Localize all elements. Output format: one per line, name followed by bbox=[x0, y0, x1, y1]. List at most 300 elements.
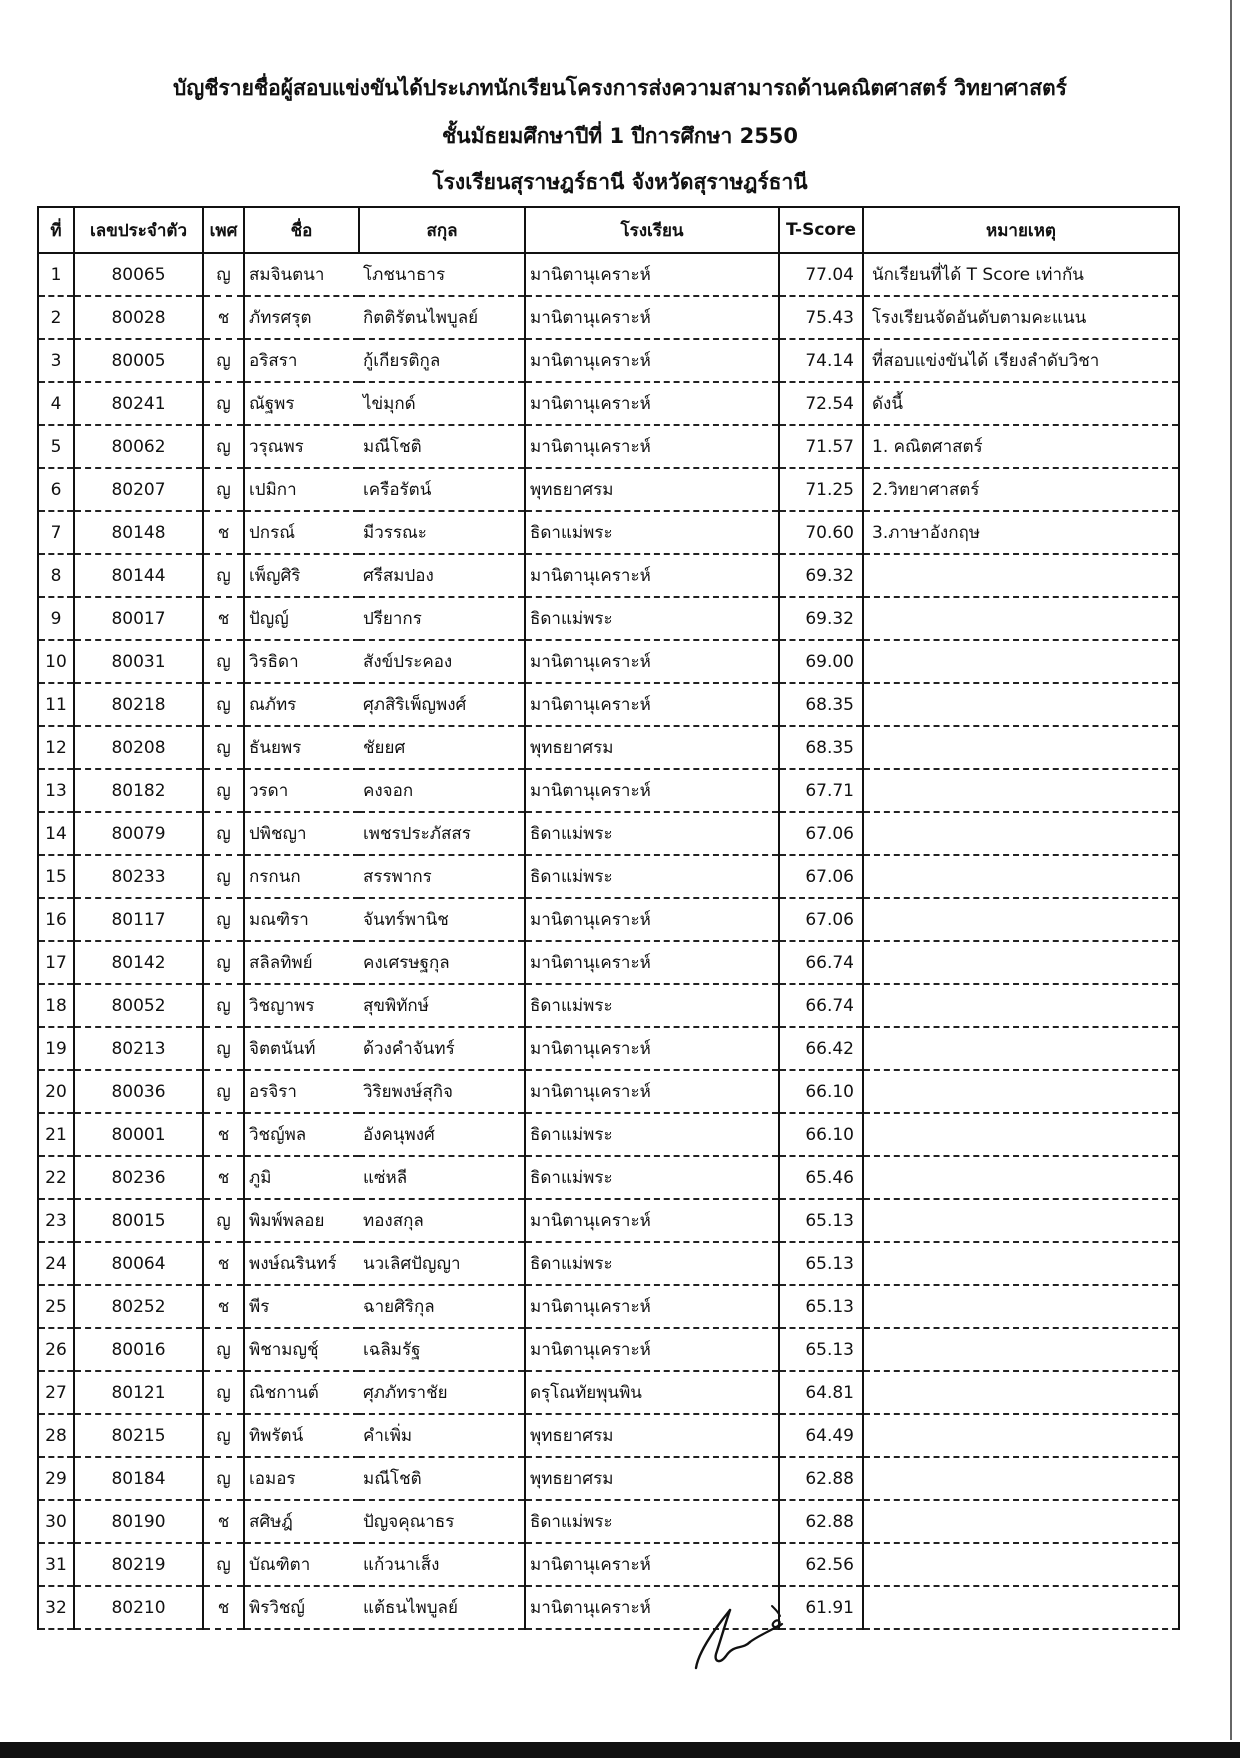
cell-sex: ญ bbox=[203, 640, 244, 683]
cell-first-name: มณฑิรา bbox=[244, 898, 359, 941]
cell-no: 31 bbox=[38, 1543, 74, 1586]
cell-student-id: 80190 bbox=[74, 1500, 203, 1543]
cell-remark bbox=[863, 1156, 1179, 1199]
cell-student-id: 80218 bbox=[74, 683, 203, 726]
cell-no: 30 bbox=[38, 1500, 74, 1543]
cell-t-score: 67.06 bbox=[779, 855, 863, 898]
cell-school: มานิตานุเคราะห์ bbox=[525, 1543, 779, 1586]
cell-school: มานิตานุเคราะห์ bbox=[525, 1285, 779, 1328]
cell-last-name: มณีโชติ bbox=[359, 1457, 525, 1500]
cell-school: ธิดาแม่พระ bbox=[525, 812, 779, 855]
cell-school: พุทธยาศรม bbox=[525, 1457, 779, 1500]
cell-sex: ญ bbox=[203, 382, 244, 425]
cell-remark bbox=[863, 726, 1179, 769]
cell-no: 19 bbox=[38, 1027, 74, 1070]
cell-t-score: 66.10 bbox=[779, 1113, 863, 1156]
col-header-no: ที่ bbox=[38, 207, 74, 253]
cell-t-score: 71.57 bbox=[779, 425, 863, 468]
cell-no: 13 bbox=[38, 769, 74, 812]
cell-sex: ช bbox=[203, 1500, 244, 1543]
cell-no: 2 bbox=[38, 296, 74, 339]
cell-sex: ญ bbox=[203, 726, 244, 769]
cell-remark bbox=[863, 1242, 1179, 1285]
cell-remark: โรงเรียนจัดอันดับตามคะแนน bbox=[863, 296, 1179, 339]
cell-sex: ช bbox=[203, 1156, 244, 1199]
cell-school: พุทธยาศรม bbox=[525, 726, 779, 769]
cell-remark bbox=[863, 683, 1179, 726]
cell-sex: ญ bbox=[203, 898, 244, 941]
table-row bbox=[38, 425, 1179, 468]
cell-school: มานิตานุเคราะห์ bbox=[525, 683, 779, 726]
cell-first-name: วรดา bbox=[244, 769, 359, 812]
cell-no: 12 bbox=[38, 726, 74, 769]
cell-last-name: ฉายศิริกุล bbox=[359, 1285, 525, 1328]
cell-sex: ช bbox=[203, 1113, 244, 1156]
cell-first-name: สศิษฎ์ bbox=[244, 1500, 359, 1543]
cell-last-name: เฉลิมรัฐ bbox=[359, 1328, 525, 1371]
cell-school: มานิตานุเคราะห์ bbox=[525, 382, 779, 425]
cell-no: 9 bbox=[38, 597, 74, 640]
cell-school: มานิตานุเคราะห์ bbox=[525, 554, 779, 597]
cell-last-name: สุขพิทักษ์ bbox=[359, 984, 525, 1027]
table-row bbox=[38, 1371, 1179, 1414]
cell-school: มานิตานุเคราะห์ bbox=[525, 253, 779, 296]
table-row bbox=[38, 1500, 1179, 1543]
cell-first-name: ณัฐพร bbox=[244, 382, 359, 425]
cell-no: 14 bbox=[38, 812, 74, 855]
table-row bbox=[38, 769, 1179, 812]
cell-first-name: พงษ์ณรินทร์ bbox=[244, 1242, 359, 1285]
cell-remark bbox=[863, 1414, 1179, 1457]
cell-student-id: 80184 bbox=[74, 1457, 203, 1500]
cell-last-name: คงเศรษฐกุล bbox=[359, 941, 525, 984]
cell-t-score: 72.54 bbox=[779, 382, 863, 425]
cell-student-id: 80210 bbox=[74, 1586, 203, 1629]
cell-school: มานิตานุเคราะห์ bbox=[525, 339, 779, 382]
cell-remark bbox=[863, 1113, 1179, 1156]
cell-last-name: มณีโชติ bbox=[359, 425, 525, 468]
cell-student-id: 80052 bbox=[74, 984, 203, 1027]
cell-no: 11 bbox=[38, 683, 74, 726]
cell-first-name: อริสรา bbox=[244, 339, 359, 382]
cell-last-name: จันทร์พานิช bbox=[359, 898, 525, 941]
cell-sex: ญ bbox=[203, 1414, 244, 1457]
cell-remark: ดังนี้ bbox=[863, 382, 1179, 425]
table-row bbox=[38, 1199, 1179, 1242]
cell-last-name: คำเพิ่ม bbox=[359, 1414, 525, 1457]
cell-sex: ญ bbox=[203, 253, 244, 296]
cell-last-name: ชัยยศ bbox=[359, 726, 525, 769]
cell-last-name: แต้ธนไพบูลย์ bbox=[359, 1586, 525, 1629]
cell-remark bbox=[863, 1457, 1179, 1500]
cell-last-name: กู้เกียรติกูล bbox=[359, 339, 525, 382]
cell-last-name: แซ่หลี bbox=[359, 1156, 525, 1199]
cell-student-id: 80233 bbox=[74, 855, 203, 898]
cell-school: มานิตานุเคราะห์ bbox=[525, 640, 779, 683]
cell-no: 29 bbox=[38, 1457, 74, 1500]
cell-t-score: 62.88 bbox=[779, 1500, 863, 1543]
cell-sex: ญ bbox=[203, 425, 244, 468]
cell-first-name: ภัทรศรุต bbox=[244, 296, 359, 339]
cell-sex: ช bbox=[203, 1285, 244, 1328]
cell-school: ธิดาแม่พระ bbox=[525, 855, 779, 898]
cell-t-score: 64.81 bbox=[779, 1371, 863, 1414]
cell-student-id: 80028 bbox=[74, 296, 203, 339]
cell-sex: ญ bbox=[203, 941, 244, 984]
cell-t-score: 65.13 bbox=[779, 1285, 863, 1328]
table-row bbox=[38, 1113, 1179, 1156]
cell-first-name: กรกนก bbox=[244, 855, 359, 898]
cell-student-id: 80062 bbox=[74, 425, 203, 468]
cell-school: มานิตานุเคราะห์ bbox=[525, 425, 779, 468]
cell-sex: ญ bbox=[203, 1543, 244, 1586]
cell-t-score: 62.56 bbox=[779, 1543, 863, 1586]
cell-sex: ช bbox=[203, 1242, 244, 1285]
cell-sex: ญ bbox=[203, 554, 244, 597]
cell-last-name: นวเลิศปัญญา bbox=[359, 1242, 525, 1285]
cell-no: 27 bbox=[38, 1371, 74, 1414]
cell-student-id: 80036 bbox=[74, 1070, 203, 1113]
cell-sex: ช bbox=[203, 511, 244, 554]
document-subtitle: ชั้นมัธยมศึกษาปีที่ 1 ปีการศึกษา 2550 bbox=[441, 124, 799, 148]
cell-no: 24 bbox=[38, 1242, 74, 1285]
table-row bbox=[38, 339, 1179, 382]
cell-first-name: ภูมิ bbox=[244, 1156, 359, 1199]
cell-t-score: 62.88 bbox=[779, 1457, 863, 1500]
cell-first-name: เอมอร bbox=[244, 1457, 359, 1500]
table-row bbox=[38, 1285, 1179, 1328]
cell-school: ธิดาแม่พระ bbox=[525, 1113, 779, 1156]
table-row bbox=[38, 1414, 1179, 1457]
table-row bbox=[38, 1328, 1179, 1371]
cell-t-score: 69.32 bbox=[779, 597, 863, 640]
table-row bbox=[38, 468, 1179, 511]
col-header-school: โรงเรียน bbox=[525, 207, 779, 253]
cell-t-score: 64.49 bbox=[779, 1414, 863, 1457]
table-row bbox=[38, 984, 1179, 1027]
cell-last-name: เพชรประภัสสร bbox=[359, 812, 525, 855]
cell-t-score: 69.00 bbox=[779, 640, 863, 683]
table-row bbox=[38, 726, 1179, 769]
cell-student-id: 80065 bbox=[74, 253, 203, 296]
cell-school: ธิดาแม่พระ bbox=[525, 597, 779, 640]
cell-student-id: 80016 bbox=[74, 1328, 203, 1371]
cell-remark: 2.วิทยาศาสตร์ bbox=[863, 468, 1179, 511]
cell-last-name: ด้วงคำจันทร์ bbox=[359, 1027, 525, 1070]
cell-t-score: 68.35 bbox=[779, 726, 863, 769]
cell-school: มานิตานุเคราะห์ bbox=[525, 769, 779, 812]
cell-remark bbox=[863, 1285, 1179, 1328]
cell-no: 3 bbox=[38, 339, 74, 382]
col-header-last-name: สกุล bbox=[359, 207, 525, 253]
cell-remark bbox=[863, 1199, 1179, 1242]
cell-student-id: 80005 bbox=[74, 339, 203, 382]
cell-school: ธิดาแม่พระ bbox=[525, 1242, 779, 1285]
table-header-row bbox=[38, 207, 1179, 253]
cell-remark bbox=[863, 769, 1179, 812]
cell-student-id: 80001 bbox=[74, 1113, 203, 1156]
cell-no: 7 bbox=[38, 511, 74, 554]
cell-sex: ช bbox=[203, 296, 244, 339]
document-title: บัญชีรายชื่อผู้สอบแข่งขันได้ประเภทนักเรียนโครงการส่งความสามารถด้านคณิตศาสตร์ วิทยาศาสตร์ bbox=[173, 76, 1067, 100]
cell-student-id: 80208 bbox=[74, 726, 203, 769]
cell-school: มานิตานุเคราะห์ bbox=[525, 1070, 779, 1113]
cell-remark bbox=[863, 984, 1179, 1027]
table-row bbox=[38, 812, 1179, 855]
cell-school: มานิตานุเคราะห์ bbox=[525, 1027, 779, 1070]
cell-no: 20 bbox=[38, 1070, 74, 1113]
cell-school: มานิตานุเคราะห์ bbox=[525, 898, 779, 941]
cell-no: 8 bbox=[38, 554, 74, 597]
cell-school: ธิดาแม่พระ bbox=[525, 984, 779, 1027]
table-row bbox=[38, 855, 1179, 898]
table-row bbox=[38, 1242, 1179, 1285]
cell-t-score: 65.13 bbox=[779, 1328, 863, 1371]
cell-remark bbox=[863, 554, 1179, 597]
cell-t-score: 67.71 bbox=[779, 769, 863, 812]
cell-no: 22 bbox=[38, 1156, 74, 1199]
school-line: โรงเรียนสุราษฎร์ธานี จังหวัดสุราษฎร์ธานี bbox=[432, 170, 808, 194]
cell-sex: ญ bbox=[203, 1371, 244, 1414]
cell-t-score: 66.74 bbox=[779, 984, 863, 1027]
cell-sex: ญ bbox=[203, 1328, 244, 1371]
cell-t-score: 65.13 bbox=[779, 1199, 863, 1242]
table-row bbox=[38, 1070, 1179, 1113]
cell-no: 26 bbox=[38, 1328, 74, 1371]
cell-first-name: ปัญญ์ bbox=[244, 597, 359, 640]
table-row bbox=[38, 941, 1179, 984]
cell-t-score: 70.60 bbox=[779, 511, 863, 554]
cell-remark bbox=[863, 1328, 1179, 1371]
table-row bbox=[38, 1586, 1179, 1629]
cell-student-id: 80215 bbox=[74, 1414, 203, 1457]
cell-sex: ญ bbox=[203, 769, 244, 812]
cell-last-name: สรรพากร bbox=[359, 855, 525, 898]
table-row bbox=[38, 1156, 1179, 1199]
cell-sex: ช bbox=[203, 597, 244, 640]
table-row bbox=[38, 253, 1179, 296]
cell-school: พุทธยาศรม bbox=[525, 468, 779, 511]
cell-t-score: 67.06 bbox=[779, 812, 863, 855]
cell-t-score: 65.46 bbox=[779, 1156, 863, 1199]
cell-sex: ญ bbox=[203, 339, 244, 382]
cell-last-name: ปรียากร bbox=[359, 597, 525, 640]
cell-first-name: วิชญาพร bbox=[244, 984, 359, 1027]
col-header-remark: หมายเหตุ bbox=[863, 207, 1179, 253]
cell-remark bbox=[863, 1371, 1179, 1414]
cell-first-name: พิชามญชุ์ bbox=[244, 1328, 359, 1371]
cell-sex: ญ bbox=[203, 1199, 244, 1242]
cell-remark: ที่สอบแข่งขันได้ เรียงลำดับวิชา bbox=[863, 339, 1179, 382]
cell-first-name: ธันยพร bbox=[244, 726, 359, 769]
cell-student-id: 80064 bbox=[74, 1242, 203, 1285]
cell-first-name: จิตตนันท์ bbox=[244, 1027, 359, 1070]
scan-bottom-bar bbox=[0, 1742, 1240, 1758]
cell-school: ธิดาแม่พระ bbox=[525, 511, 779, 554]
col-header-id: เลขประจำตัว bbox=[74, 207, 203, 253]
cell-t-score: 66.74 bbox=[779, 941, 863, 984]
cell-last-name: กิตติรัตนไพบูลย์ bbox=[359, 296, 525, 339]
cell-school: มานิตานุเคราะห์ bbox=[525, 1199, 779, 1242]
cell-no: 1 bbox=[38, 253, 74, 296]
cell-remark bbox=[863, 1586, 1179, 1629]
cell-first-name: สมจินตนา bbox=[244, 253, 359, 296]
cell-student-id: 80207 bbox=[74, 468, 203, 511]
cell-no: 25 bbox=[38, 1285, 74, 1328]
cell-school: มานิตานุเคราะห์ bbox=[525, 296, 779, 339]
cell-remark bbox=[863, 597, 1179, 640]
cell-first-name: พิมพ์พลอย bbox=[244, 1199, 359, 1242]
cell-last-name: สังข์ประคอง bbox=[359, 640, 525, 683]
cell-t-score: 71.25 bbox=[779, 468, 863, 511]
cell-remark bbox=[863, 1027, 1179, 1070]
cell-school: มานิตานุเคราะห์ bbox=[525, 941, 779, 984]
cell-remark bbox=[863, 1070, 1179, 1113]
table-row bbox=[38, 1027, 1179, 1070]
cell-t-score: 61.91 bbox=[779, 1586, 863, 1629]
cell-sex: ช bbox=[203, 1586, 244, 1629]
col-header-sex: เพศ bbox=[203, 207, 244, 253]
cell-first-name: บัณฑิตา bbox=[244, 1543, 359, 1586]
cell-t-score: 77.04 bbox=[779, 253, 863, 296]
handwritten-signature bbox=[690, 1592, 790, 1672]
cell-remark: 3.ภาษาอังกฤษ bbox=[863, 511, 1179, 554]
cell-student-id: 80142 bbox=[74, 941, 203, 984]
cell-school: พุทธยาศรม bbox=[525, 1414, 779, 1457]
cell-last-name: วิริยพงษ์สุกิจ bbox=[359, 1070, 525, 1113]
cell-last-name: มีวรรณะ bbox=[359, 511, 525, 554]
cell-first-name: พีร bbox=[244, 1285, 359, 1328]
cell-first-name: ณิชกานต์ bbox=[244, 1371, 359, 1414]
cell-remark: นักเรียนที่ได้ T Score เท่ากัน bbox=[863, 253, 1179, 296]
cell-student-id: 80236 bbox=[74, 1156, 203, 1199]
cell-first-name: สลิลทิพย์ bbox=[244, 941, 359, 984]
cell-sex: ญ bbox=[203, 683, 244, 726]
cell-first-name: ปพิชญา bbox=[244, 812, 359, 855]
table-row bbox=[38, 1457, 1179, 1500]
cell-no: 15 bbox=[38, 855, 74, 898]
cell-school: ธิดาแม่พระ bbox=[525, 1156, 779, 1199]
cell-last-name: ไข่มุกด์ bbox=[359, 382, 525, 425]
col-header-t-score: T-Score bbox=[779, 207, 863, 253]
cell-t-score: 75.43 bbox=[779, 296, 863, 339]
cell-first-name: พิรวิชญ์ bbox=[244, 1586, 359, 1629]
cell-first-name: วรุณพร bbox=[244, 425, 359, 468]
cell-t-score: 65.13 bbox=[779, 1242, 863, 1285]
cell-no: 17 bbox=[38, 941, 74, 984]
table-row bbox=[38, 898, 1179, 941]
cell-no: 10 bbox=[38, 640, 74, 683]
cell-remark bbox=[863, 1543, 1179, 1586]
cell-first-name: ทิพรัตน์ bbox=[244, 1414, 359, 1457]
cell-student-id: 80241 bbox=[74, 382, 203, 425]
cell-last-name: อังคนุพงศ์ bbox=[359, 1113, 525, 1156]
cell-first-name: เปมิกา bbox=[244, 468, 359, 511]
cell-last-name: เครือรัตน์ bbox=[359, 468, 525, 511]
cell-no: 6 bbox=[38, 468, 74, 511]
cell-no: 21 bbox=[38, 1113, 74, 1156]
cell-last-name: ทองสกุล bbox=[359, 1199, 525, 1242]
table-row bbox=[38, 296, 1179, 339]
cell-first-name: ณภัทร bbox=[244, 683, 359, 726]
cell-school: มานิตานุเคราะห์ bbox=[525, 1586, 779, 1629]
cell-remark bbox=[863, 855, 1179, 898]
cell-remark: 1. คณิตศาสตร์ bbox=[863, 425, 1179, 468]
cell-sex: ญ bbox=[203, 984, 244, 1027]
cell-no: 5 bbox=[38, 425, 74, 468]
table-row bbox=[38, 640, 1179, 683]
cell-t-score: 66.42 bbox=[779, 1027, 863, 1070]
cell-remark bbox=[863, 898, 1179, 941]
cell-sex: ญ bbox=[203, 855, 244, 898]
table-row bbox=[38, 511, 1179, 554]
cell-student-id: 80017 bbox=[74, 597, 203, 640]
cell-no: 4 bbox=[38, 382, 74, 425]
cell-student-id: 80148 bbox=[74, 511, 203, 554]
cell-last-name: คงจอก bbox=[359, 769, 525, 812]
table-row bbox=[38, 683, 1179, 726]
cell-t-score: 66.10 bbox=[779, 1070, 863, 1113]
cell-first-name: เพ็ญศิริ bbox=[244, 554, 359, 597]
cell-sex: ญ bbox=[203, 468, 244, 511]
cell-last-name: แก้วนาเส็ง bbox=[359, 1543, 525, 1586]
cell-last-name: ศุภภัทราชัย bbox=[359, 1371, 525, 1414]
cell-student-id: 80117 bbox=[74, 898, 203, 941]
cell-student-id: 80079 bbox=[74, 812, 203, 855]
col-header-first-name: ชื่อ bbox=[244, 207, 359, 253]
cell-sex: ญ bbox=[203, 812, 244, 855]
table-row bbox=[38, 382, 1179, 425]
cell-last-name: โภชนาธาร bbox=[359, 253, 525, 296]
cell-no: 18 bbox=[38, 984, 74, 1027]
cell-last-name: ปัญจคุณาธร bbox=[359, 1500, 525, 1543]
cell-student-id: 80252 bbox=[74, 1285, 203, 1328]
cell-remark bbox=[863, 1500, 1179, 1543]
cell-first-name: วิชญ์พล bbox=[244, 1113, 359, 1156]
cell-student-id: 80031 bbox=[74, 640, 203, 683]
cell-student-id: 80213 bbox=[74, 1027, 203, 1070]
cell-first-name: ปกรณ์ bbox=[244, 511, 359, 554]
table-row bbox=[38, 554, 1179, 597]
cell-t-score: 74.14 bbox=[779, 339, 863, 382]
cell-student-id: 80015 bbox=[74, 1199, 203, 1242]
cell-student-id: 80121 bbox=[74, 1371, 203, 1414]
cell-t-score: 67.06 bbox=[779, 898, 863, 941]
cell-last-name: ศรีสมปอง bbox=[359, 554, 525, 597]
cell-first-name: อรจิรา bbox=[244, 1070, 359, 1113]
cell-no: 32 bbox=[38, 1586, 74, 1629]
cell-school: ธิดาแม่พระ bbox=[525, 1500, 779, 1543]
cell-student-id: 80144 bbox=[74, 554, 203, 597]
cell-school: ดรุโณทัยพุนพิน bbox=[525, 1371, 779, 1414]
cell-t-score: 69.32 bbox=[779, 554, 863, 597]
cell-sex: ญ bbox=[203, 1070, 244, 1113]
table-row bbox=[38, 597, 1179, 640]
cell-student-id: 80219 bbox=[74, 1543, 203, 1586]
cell-no: 16 bbox=[38, 898, 74, 941]
cell-student-id: 80182 bbox=[74, 769, 203, 812]
cell-t-score: 68.35 bbox=[779, 683, 863, 726]
cell-school: มานิตานุเคราะห์ bbox=[525, 1328, 779, 1371]
cell-no: 23 bbox=[38, 1199, 74, 1242]
results-table bbox=[37, 206, 1180, 1630]
cell-no: 28 bbox=[38, 1414, 74, 1457]
cell-first-name: วิรธิดา bbox=[244, 640, 359, 683]
cell-remark bbox=[863, 812, 1179, 855]
cell-sex: ญ bbox=[203, 1027, 244, 1070]
cell-remark bbox=[863, 941, 1179, 984]
cell-remark bbox=[863, 640, 1179, 683]
